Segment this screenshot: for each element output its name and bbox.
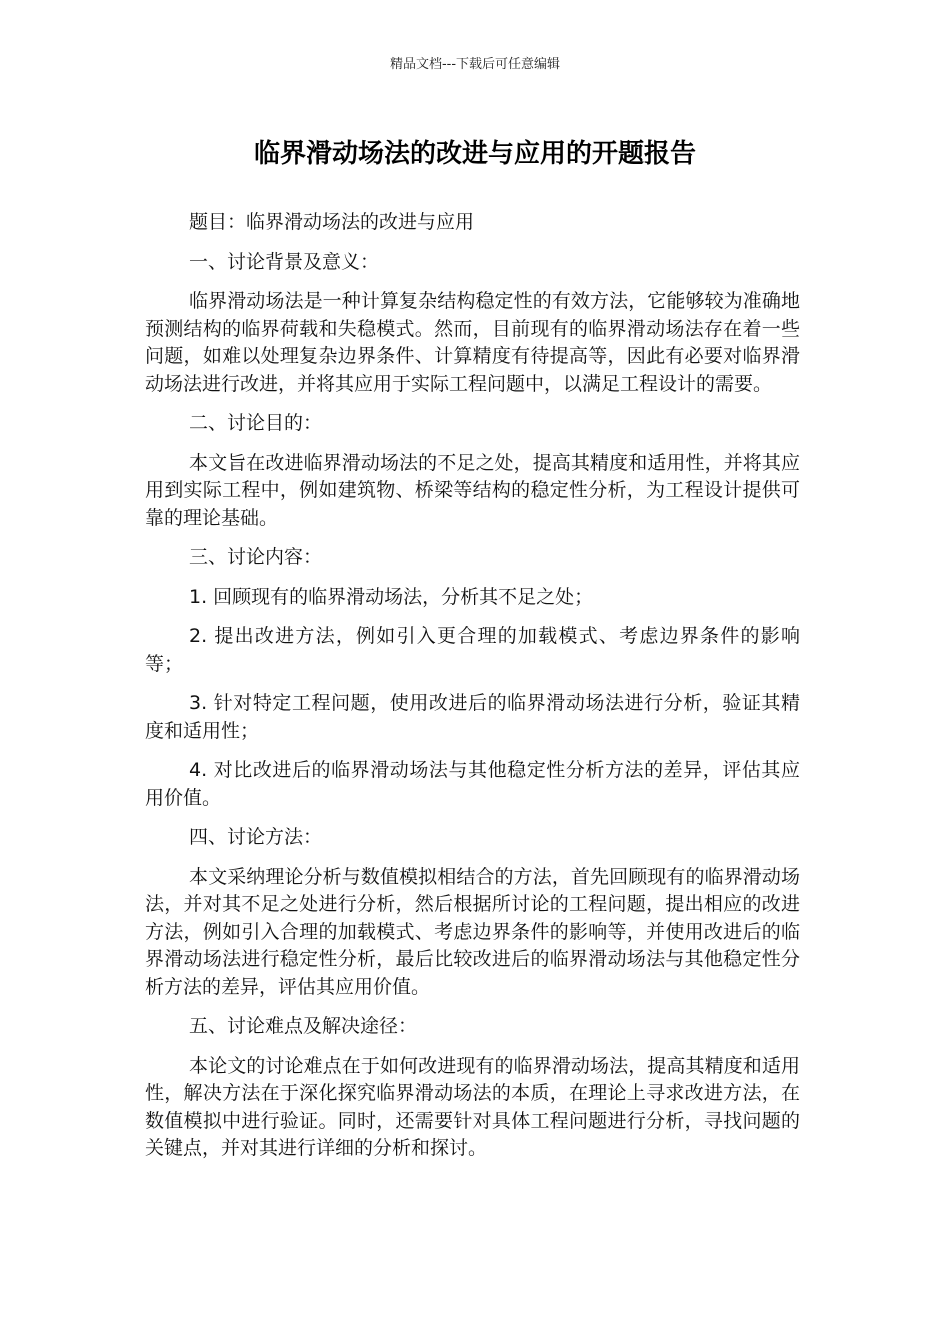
purpose-paragraph: 本文旨在改进临界滑动场法的不足之处，提高其精度和适用性，并将其应用到实际工程中，例如建筑物、桥梁等结构的稳定性分析，为工程设计提供可靠的理论基础。 <box>145 451 800 529</box>
content-item-3: 3. 针对特定工程问题，使用改进后的临界滑动场法进行分析，验证其精度和适用性； <box>145 692 800 742</box>
background-paragraph: 临界滑动场法是一种计算复杂结构稳定性的有效方法，它能够较为准确地预测结构的临界荷载和失稳模式。然而，目前现有的临界滑动场法存在着一些问题，如难以处理复杂边界条件、计算精度有待提高等，因此有必要对临界滑动场法进行改进，并将其应用于实际工程问题中，以满足工程设计的需要。 <box>145 290 800 395</box>
document-body <box>145 209 800 1175</box>
method-paragraph: 本文采纳理论分析与数值模拟相结合的方法，首先回顾现有的临界滑动场法，并对其不足之处进行分析，然后根据所讨论的工程问题，提出相应的改进方法，例如引入合理的加载模式、考虑边界条件的影响等，并使用改进后的临界滑动场法进行稳定性分析，最后比较改进后的临界滑动场法与其他稳定性分析方法的差异，评估其应用价值。 <box>145 865 800 998</box>
page-header-note: 精品文档---下载后可任意编辑 <box>389 57 561 72</box>
section-heading-difficulties: 五、讨论难点及解决途径： <box>189 1015 418 1037</box>
section-heading-background: 一、讨论背景及意义： <box>189 250 380 273</box>
content-item-1: 1. 回顾现有的临界滑动场法，分析其不足之处； <box>189 585 594 608</box>
difficulties-paragraph: 本论文的讨论难点在于如何改进现有的临界滑动场法，提高其精度和适用性，解决方法在于深化探究临界滑动场法的本质，在理论上寻求改进方法，在数值模拟中进行验证。同时，还需要针对具体工程问题进行分析，寻找问题的关键点，并对其进行详细的分析和探讨。 <box>145 1054 800 1159</box>
content-item-4: 4. 对比改进后的临界滑动场法与其他稳定性分析方法的差异，评估其应用价值。 <box>145 759 800 809</box>
section-heading-content: 三、讨论内容： <box>189 546 323 568</box>
content-item-2: 2. 提出改进方法，例如引入更合理的加载模式、考虑边界条件的影响等； <box>145 625 800 675</box>
document-title: 临界滑动场法的改进与应用的开题报告 <box>253 139 696 169</box>
section-heading-purpose: 二、讨论目的： <box>189 412 323 434</box>
section-heading-method: 四、讨论方法： <box>189 826 323 848</box>
topic-line: 题目：临界滑动场法的改进与应用 <box>189 211 475 233</box>
